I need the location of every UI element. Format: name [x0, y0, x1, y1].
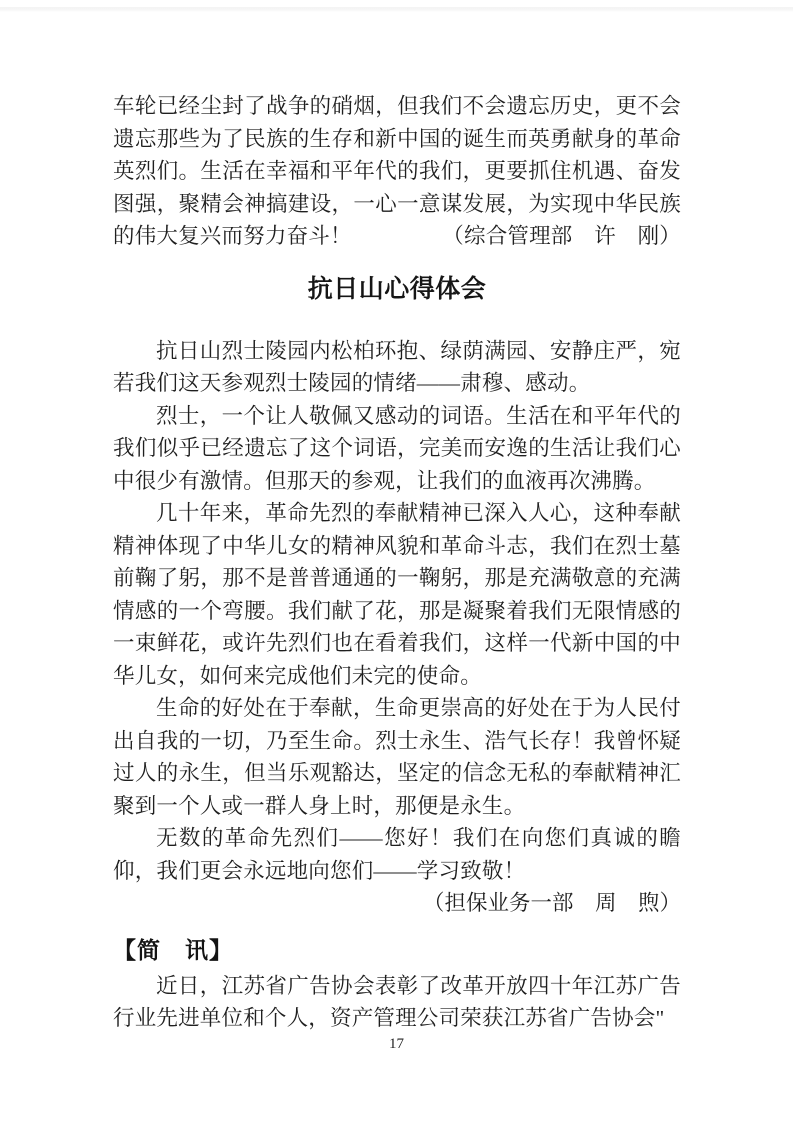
continuation-paragraph [113, 90, 681, 253]
brief-news-heading: 【简 讯】 [113, 937, 233, 963]
continuation-text: 车轮已经尘封了战争的硝烟，但我们不会遗忘历史，更不会遗忘那些为了民族的生存和新中国的诞生而英勇献身的革命英烈们。生活在幸福和平年代的我们，更要抓住机遇、奋发图强，聚精会神搞建设，一心一意谋发展，为实现中华民族的伟大复兴而努力奋斗！ [113, 94, 681, 248]
page-number: 17 [389, 1036, 404, 1052]
article-paragraph: 几十年来，革命先烈的奉献精神已深入人心，这种奉献精神体现了中华儿女的精神风貌和革命斗志，我们在烈士墓前鞠了躬，那不是普普通通的一鞠躬，那是充满敬意的充满情感的一个弯腰。我们献了花，那是凝聚着我们无限情感的一束鲜花，或许先烈们也在看着我们，这样一代新中国的中华儿女，如何来完成他们未完的使命。 [113, 501, 681, 688]
article-paragraph: 抗日山烈士陵园内松柏环抱、绿荫满园、安静庄严，宛若我们这天参观烈士陵园的情绪——肃穆、感动。 [113, 338, 681, 395]
article-paragraph: 烈士，一个让人敬佩又感动的词语。生活在和平年代的我们似乎已经遗忘了这个词语，完美而安逸的生活让我们心中很少有激情。但那天的参观，让我们的血液再次沸腾。 [113, 403, 681, 493]
article-title: 抗日山心得体会 [307, 274, 487, 303]
article-paragraph: 无数的革命先烈们——您好！我们在向您们真诚的瞻仰，我们更会永远地向您们——学习致敬！ [113, 826, 681, 883]
article-attribution: （担保业务一部 周 煦） [422, 891, 681, 915]
brief-news-paragraph: 近日，江苏省广告协会表彰了改革开放四十年江苏广告行业先进单位和个人，资产管理公司荣获江苏省广告协会" [113, 973, 681, 1030]
continuation-attribution: （综合管理部 许 刚） [442, 224, 681, 248]
article-paragraph: 生命的好处在于奉献，生命更崇高的好处在于为人民付出自我的一切，乃至生命。烈士永生、浩气长存！我曾怀疑过人的永生，但当乐观豁达，坚定的信念无私的奉献精神汇聚到一个人或一群人身上时，那便是永生。 [113, 696, 681, 818]
